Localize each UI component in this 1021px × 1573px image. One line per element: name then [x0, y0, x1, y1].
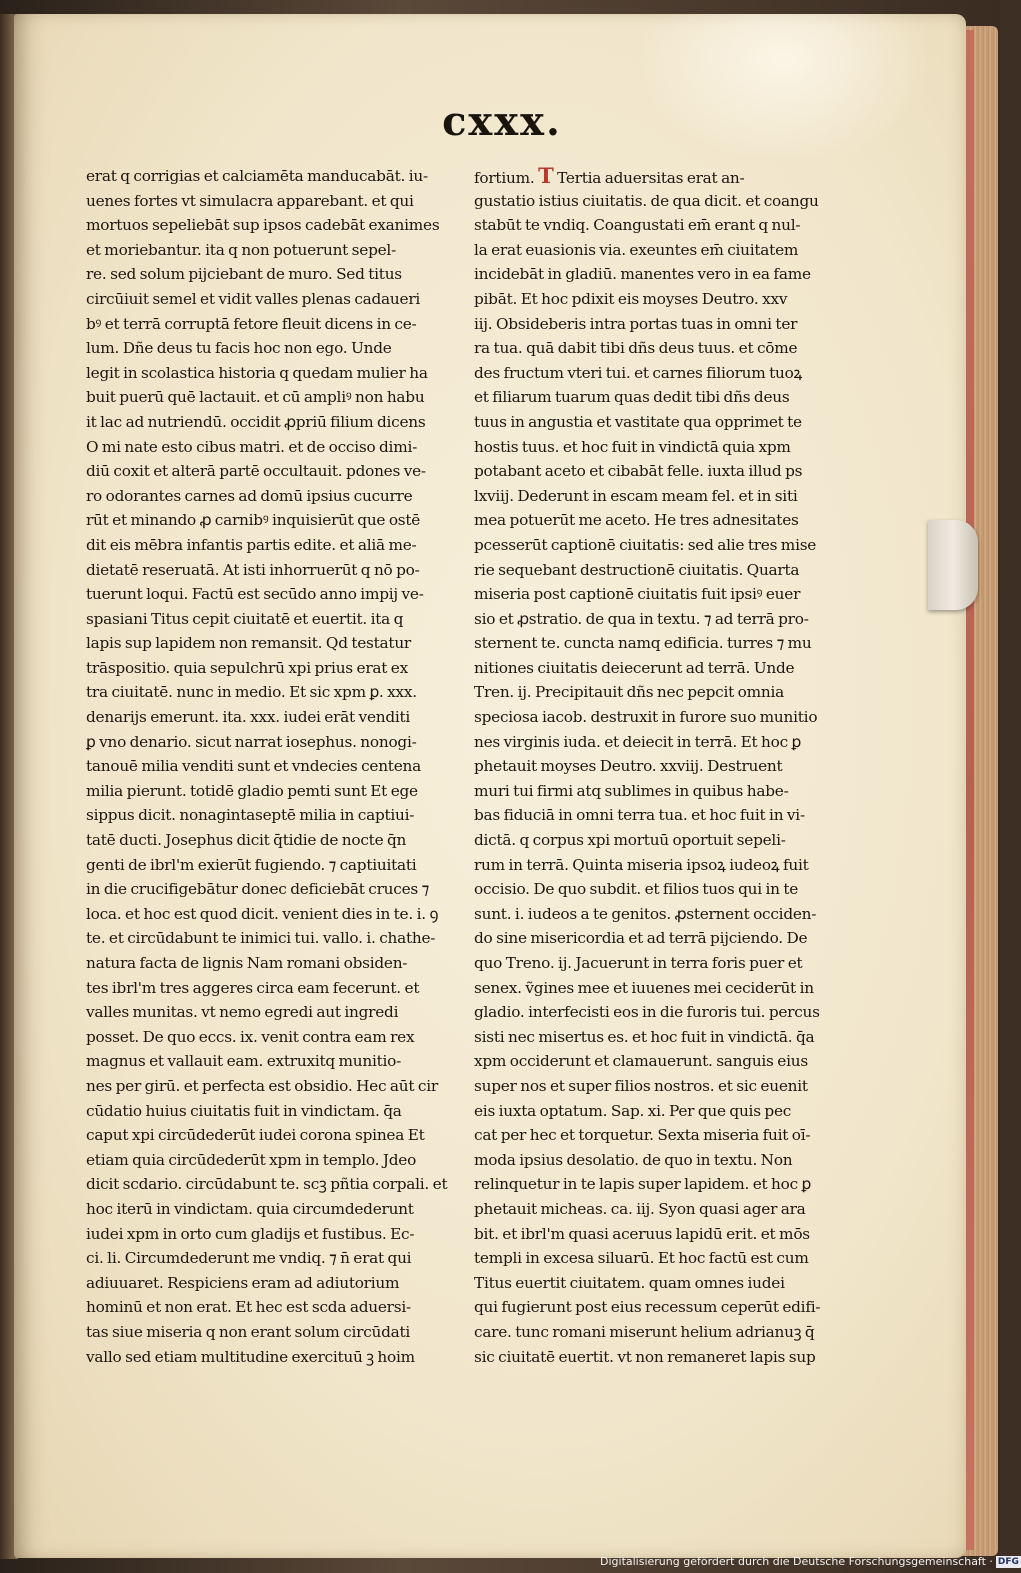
text-line: care. tunc romani miserunt helium adrianuꝫ q̄	[474, 1322, 815, 1341]
text-line: senex. ṽgines mee et iuuenes mei ceciderūt in	[474, 978, 814, 997]
text-line: sunt. i. iudeos a te genitos. ꝓsternent occiden-	[474, 904, 817, 923]
left-text-column	[86, 164, 446, 1369]
text-line: bꝰ et terrā corruptā fetore fleuit dicens in ce-	[86, 314, 417, 333]
text-line: do sine misericordia et ad terrā pijciendo. De	[474, 929, 808, 948]
text-line: stabūt te vndiq. Coangustati em̄ erant q nul-	[474, 216, 801, 235]
text-line: gladio. interfecisti eos in die furoris tui. percus	[474, 1003, 820, 1022]
text-line: diū coxit et alterā partē occultauit. pdones ve-	[86, 462, 426, 481]
text-line: moda ipsius desolatio. de quo in textu. Non	[474, 1150, 793, 1169]
text-line: lxviij. Dederunt in escam meam fel. et in siti	[474, 486, 798, 505]
text-line: sic ciuitatē euertit. vt non remaneret lapis sup	[474, 1347, 816, 1366]
text-line: nitiones ciuitatis deiecerunt ad terrā. Unde	[474, 658, 795, 677]
text-line: te. et circūdabunt te inimici tui. vallo. i. chathe-	[86, 929, 436, 948]
text-line: bit. et ibrl'm quasi aceruus lapidū erit. et mōs	[474, 1224, 810, 1243]
text-line: erat q corrigias et calciamēta manducabāt. iu-	[86, 167, 428, 185]
text-line: genti de ibrl'm exierūt fugiendo. ⁊ captiuitati	[86, 855, 417, 874]
text-line: spasiani Titus cepit ciuitatē et euertit. ita q	[86, 609, 404, 628]
text-line: cat per hec et torquetur. Sexta miseria fuit oī-	[474, 1126, 811, 1145]
text-line: pcesserūt captionē ciuitatis: sed alie tres mise	[474, 535, 817, 554]
text-line: rie sequebant destructionē ciuitatis. Quarta	[474, 560, 800, 579]
text-line: adiuuaret. Respiciens eram ad adiutorium	[86, 1273, 400, 1292]
text-line: natura facta de lignis Nam romani obsiden-	[86, 954, 408, 972]
text-line: rūt et minando ꝓ carnibꝰ inquisierūt que ostē	[86, 511, 421, 530]
text-line: it lac ad nutriendū. occidit ꝓpriū filium dicens	[86, 412, 426, 431]
text-line: iij. Obsideberis intra portas tuas in omni ter	[474, 314, 798, 333]
text-line: ra tua. quā dabit tibi dñs deus tuus. et cōme	[474, 339, 798, 358]
text-line: circūiuit semel et vidit valles plenas cadaueri	[86, 289, 421, 308]
text-line: la erat euasionis via. exeuntes em̄ ciuitatem	[474, 240, 799, 259]
text-line: nes virginis iuda. et deiecit in terrā. Et hoc ꝑ	[474, 732, 801, 751]
text-line: incidebāt in gladiū. manentes vero in ea fame	[474, 265, 811, 284]
credit-text: Digitalisierung gefördert durch die Deutsche Forschungsgemeinschaft ·	[600, 1555, 993, 1568]
text-line: sternent te. cuncta namq edificia. turres ⁊ mu	[474, 634, 812, 653]
text-line: sio et ꝓstratio. de qua in textu. ⁊ ad terrā pro-	[474, 609, 809, 628]
text-line: re. sed solum pijciebant de muro. Sed titus	[86, 265, 402, 284]
paper-tab-marker	[928, 520, 978, 610]
text-line: templi in excesa siluarū. Et hoc factū est cum	[474, 1249, 809, 1268]
text-line: muri tui firmi atq sublimes in quibus habe-	[474, 781, 789, 800]
text-line: dicit scdario. circūdabunt te. scꝫ pñtia corpali. et	[86, 1175, 448, 1194]
text-line: ro odorantes carnes ad domū ipsius cucurre	[86, 486, 413, 505]
text-line: dictā. q corpus xpi mortuū oportuit sepeli-	[474, 831, 786, 850]
text-line: hoc iterū in vindictam. quia circumdederunt	[86, 1199, 414, 1218]
dfg-logo: DFG	[997, 1557, 1019, 1567]
folio-number: cxxx.	[442, 98, 562, 145]
text-line: Titus euertit ciuitatem. quam omnes iudei	[474, 1273, 785, 1292]
text-line: loca. et hoc est quod dicit. venient dies in te. i. ꝯ	[86, 904, 439, 923]
text-line: quo Treno. ij. Jacuerunt in terra foris puer et	[474, 954, 803, 972]
text-line: dietatē reseruatā. At isti inhorruerūt q nō po-	[86, 560, 420, 579]
text-line: tra ciuitatē. nunc in medio. Et sic xpm ꝑ. xxx.	[86, 683, 417, 702]
text-line: miseria post captionē ciuitatis fuit ipsiꝰ euer	[474, 585, 801, 604]
text-line: tatē ducti. Josephus dicit q̄tidie de nocte q̄n	[86, 831, 407, 850]
text-line: tanouē milia venditi sunt et vndecies centena	[86, 757, 421, 776]
text-line: tuerunt loqui. Factū est secūdo anno impij ve-	[86, 585, 424, 604]
text-line: rum in terrā. Quinta miseria ipsoꝝ iudeoꝝ fuit	[474, 855, 809, 874]
digitization-credit	[600, 1553, 1019, 1571]
text-line: et moriebantur. ita q non potuerunt sepel-	[86, 240, 396, 259]
text-line: qui fugierunt post eius recessum ceperūt edifi-	[474, 1298, 821, 1317]
right-text-column	[474, 164, 834, 1369]
text-line: hominū et non erat. Et hec est scda aduersi-	[86, 1298, 411, 1317]
text-line: potabant aceto et cibabāt felle. iuxta illud ps	[474, 462, 803, 481]
text-line: vallo sed etiam multitudine exercituū ꝫ hoim	[86, 1347, 415, 1366]
text-line: des fructum vteri tui. et carnes filiorum tuoꝝ	[474, 363, 803, 382]
paper-stain	[634, 14, 934, 164]
text-line: hostis tuus. et hoc fuit in vindictā quia xpm	[474, 437, 791, 456]
text-line: tes ibrl'm tres aggeres circa eam fecerunt. et	[86, 978, 420, 997]
text-line: O mi nate esto cibus matri. et de occiso dimi-	[86, 437, 418, 456]
text-line: ꝑ vno denario. sicut narrat iosephus. nonogi-	[86, 732, 417, 751]
line-text: fortium.	[474, 169, 539, 187]
text-line: bas fiduciā in omni terra tua. et hoc fuit in vi-	[474, 806, 805, 825]
text-line: eis iuxta optatum. Sap. xi. Per que quis pec	[474, 1101, 792, 1120]
text-line: mea potuerūt me aceto. He tres adnesitates	[474, 511, 799, 530]
text-line: milia pierunt. totidē gladio pemti sunt Et ege	[86, 781, 418, 800]
text-line: pibāt. Et hoc pdixit eis moyses Deutro. xxv	[474, 289, 788, 308]
text-line: valles munitas. vt nemo egredi aut ingredi	[86, 1003, 399, 1022]
text-line: dit eis mēbra infantis partis edite. et aliā me-	[86, 535, 417, 554]
text-line	[474, 164, 834, 189]
text-line: xpm occiderunt et clamauerunt. sanguis eius	[474, 1052, 808, 1071]
text-line: caput xpi circūdederūt iudei corona spinea Et	[86, 1126, 425, 1145]
text-line: lapis sup lapidem non remansit. Qd testatur	[86, 634, 411, 653]
text-line: et filiarum tuarum quas dedit tibi dñs deus	[474, 388, 790, 407]
text-line: phetauit micheas. ca. iij. Syon quasi ager ara	[474, 1199, 806, 1218]
text-line: nes per girū. et perfecta est obsidio. Hec aūt cir	[86, 1076, 438, 1095]
red-initial: T	[538, 163, 554, 188]
text-line: ci. li. Circumdederunt me vndiq. ⁊ n̄ erat qui	[86, 1249, 412, 1268]
text-line: gustatio istius ciuitatis. de qua dicit. et coangu	[474, 191, 819, 210]
text-line: occisio. De quo subdit. et filios tuos qui in te	[474, 880, 799, 899]
text-line: lum. Dñe deus tu facis hoc non ego. Unde	[86, 339, 392, 358]
text-line: uenes fortes vt simulacra apparebant. et qui	[86, 191, 414, 210]
text-line: mortuos sepeliebāt sup ipsos cadebāt exanimes	[86, 216, 440, 235]
text-line: Tren. ij. Precipitauit dñs nec pepcit omnia	[474, 683, 784, 702]
text-line: relinquetur in te lapis super lapidem. et hoc ꝑ	[474, 1175, 811, 1194]
text-line: denarijs emerunt. ita. xxx. iudei erāt venditi	[86, 708, 411, 727]
red-page-edge	[966, 30, 974, 1550]
book-page	[14, 14, 966, 1558]
text-line: buit puerū quē lactauit. et cū ampliꝰ non habu	[86, 388, 425, 407]
text-line: trāspositio. quia sepulchrū xpi prius erat ex	[86, 658, 408, 677]
text-line: magnus et vallauit eam. extruxitq munitio-	[86, 1052, 402, 1071]
text-line: super nos et super filios nostros. et sic euenit	[474, 1076, 808, 1095]
text-line: in die crucifigebātur donec deficiebāt cruces ⁊	[86, 880, 429, 899]
text-line: posset. De quo eccs. ix. venit contra eam rex	[86, 1027, 415, 1046]
line-text: Tertia aduersitas erat an-	[553, 169, 745, 187]
text-line: legit in scolastica historia q quedam mulier ha	[86, 363, 428, 382]
text-line: phetauit moyses Deutro. xxviij. Destruent	[474, 757, 783, 776]
text-line: etiam quia circūdederūt xpm in templo. Jdeo	[86, 1150, 417, 1169]
text-line: tuus in angustia et vastitate qua opprimet te	[474, 412, 802, 431]
text-line: sippus dicit. nonagintaseptē milia in captiui-	[86, 806, 415, 825]
text-line: iudei xpm in orto cum gladijs et fustibus. Ec-	[86, 1224, 415, 1243]
text-line: tas siue miseria q non erant solum circūdati	[86, 1322, 411, 1341]
text-line: sisti nec misertus es. et hoc fuit in vindictā. q̄a	[474, 1027, 815, 1046]
text-line: cūdatio huius ciuitatis fuit in vindictam. q̄a	[86, 1101, 402, 1120]
text-line: speciosa iacob. destruxit in furore suo munitio	[474, 708, 818, 727]
